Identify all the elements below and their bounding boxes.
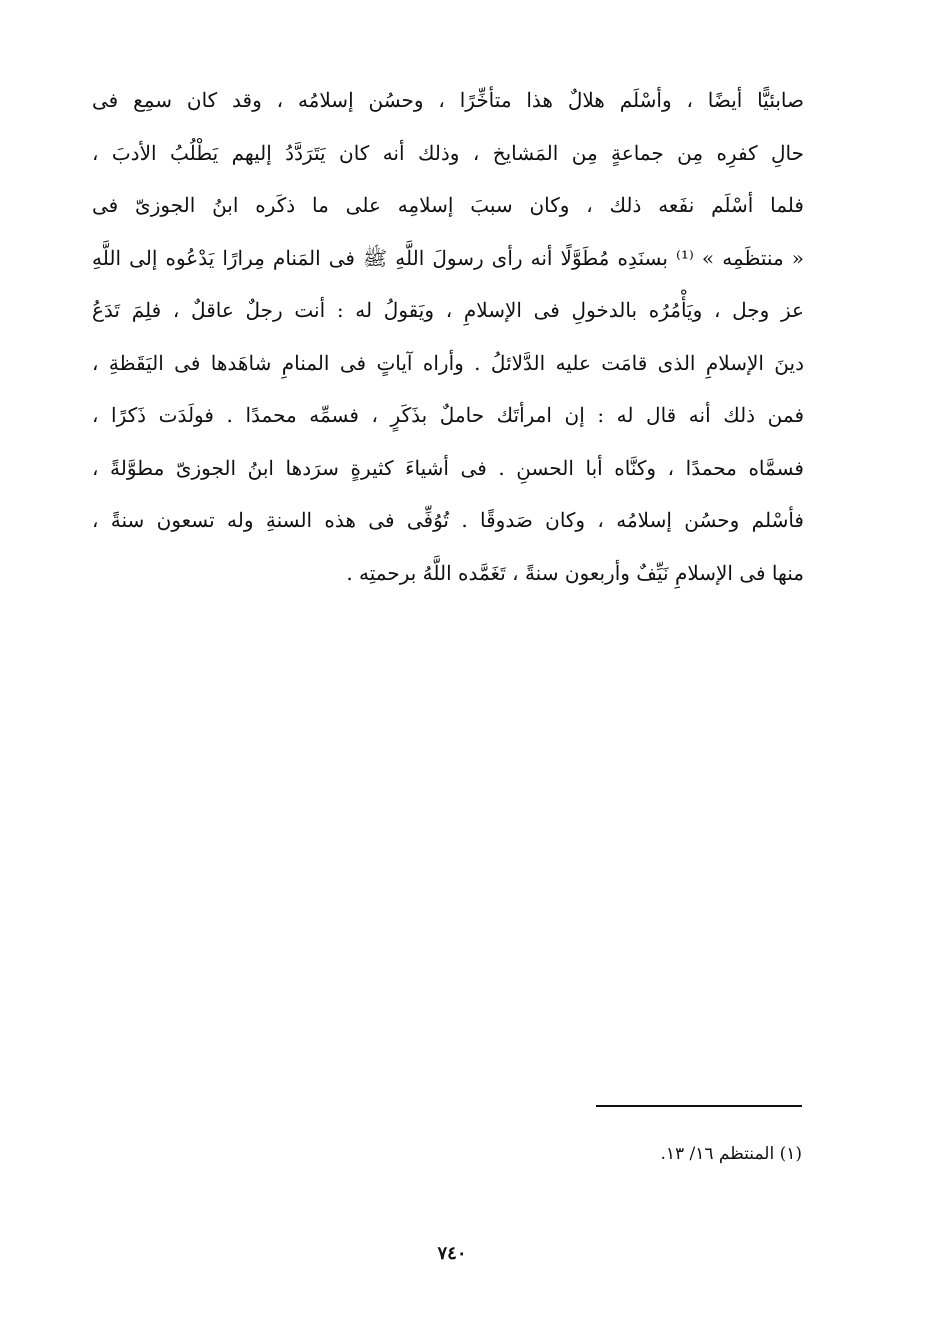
text-line-9: فأسْلم وحسُن إسلامُه ، وكان صَدوقًا . تُوُفِّى فى هذه السنةِ وله تسعون سنةً ،	[92, 508, 804, 532]
text-line-4: « منتظَمِه » ⁽¹⁾ بسنَدِه مُطَوَّلًا أنه رأى رسولَ اللَّهِ ﷺ فى المَنام مِرارًا يَدْعُوه إلى اللَّهِ	[92, 245, 804, 270]
footnote: (١) المنتظم ١٦/ ١٣.	[660, 1144, 802, 1164]
text-line-8: فسمَّاه محمدًا ، وكنَّاه أبا الحسنِ . فى أشياءَ كثيرةٍ سرَدها ابنُ الجوزىّ مطوَّلةً ،	[92, 455, 804, 480]
page-number: ٧٤٠	[437, 1243, 467, 1264]
text-line-10: منها فى الإسلامِ نَيِّفٌ وأربعون سنةً ، تَغَمَّده اللَّهُ برحمتِه .	[346, 560, 804, 585]
text-line-6: دينَ الإسلامِ الذى قامَت عليه الدَّلائلُ . وأراه آياتٍ فى المنامِ شاهَدها فى اليَقَظةِ ،	[92, 350, 804, 375]
footnote-divider	[596, 1105, 802, 1107]
text-line-3: فلما أسْلَم نفَعه ذلك ، وكان سببَ إسلامِه على ما ذكَره ابنُ الجوزىّ فى	[92, 193, 804, 217]
text-line-1: صابئيًّا أيضًا ، وأسْلَم هلالٌ هذا متأخِّرًا ، وحسُن إسلامُه ، وقد كان سمِع فى	[92, 88, 804, 112]
body-text	[92, 74, 804, 599]
text-line-5: عز وجل ، ويَأْمُرُه بالدخولِ فى الإسلامِ ، ويَقولُ له : أنت رجلٌ عاقلٌ ، فلِمَ تَدَعُ	[92, 298, 804, 322]
text-line-2: حالِ كفرِه مِن جماعةٍ مِن المَشايخ ، وذلك أنه كان يَتَرَدَّدُ إليهم يَطْلُبُ الأدبَ ،	[92, 140, 804, 165]
text-line-7: فمن ذلك أنه قال له : إن امرأتَك حاملٌ بذَكَرٍ ، فسمِّه محمدًا . فولَدَت ذَكرًا ،	[92, 403, 804, 427]
